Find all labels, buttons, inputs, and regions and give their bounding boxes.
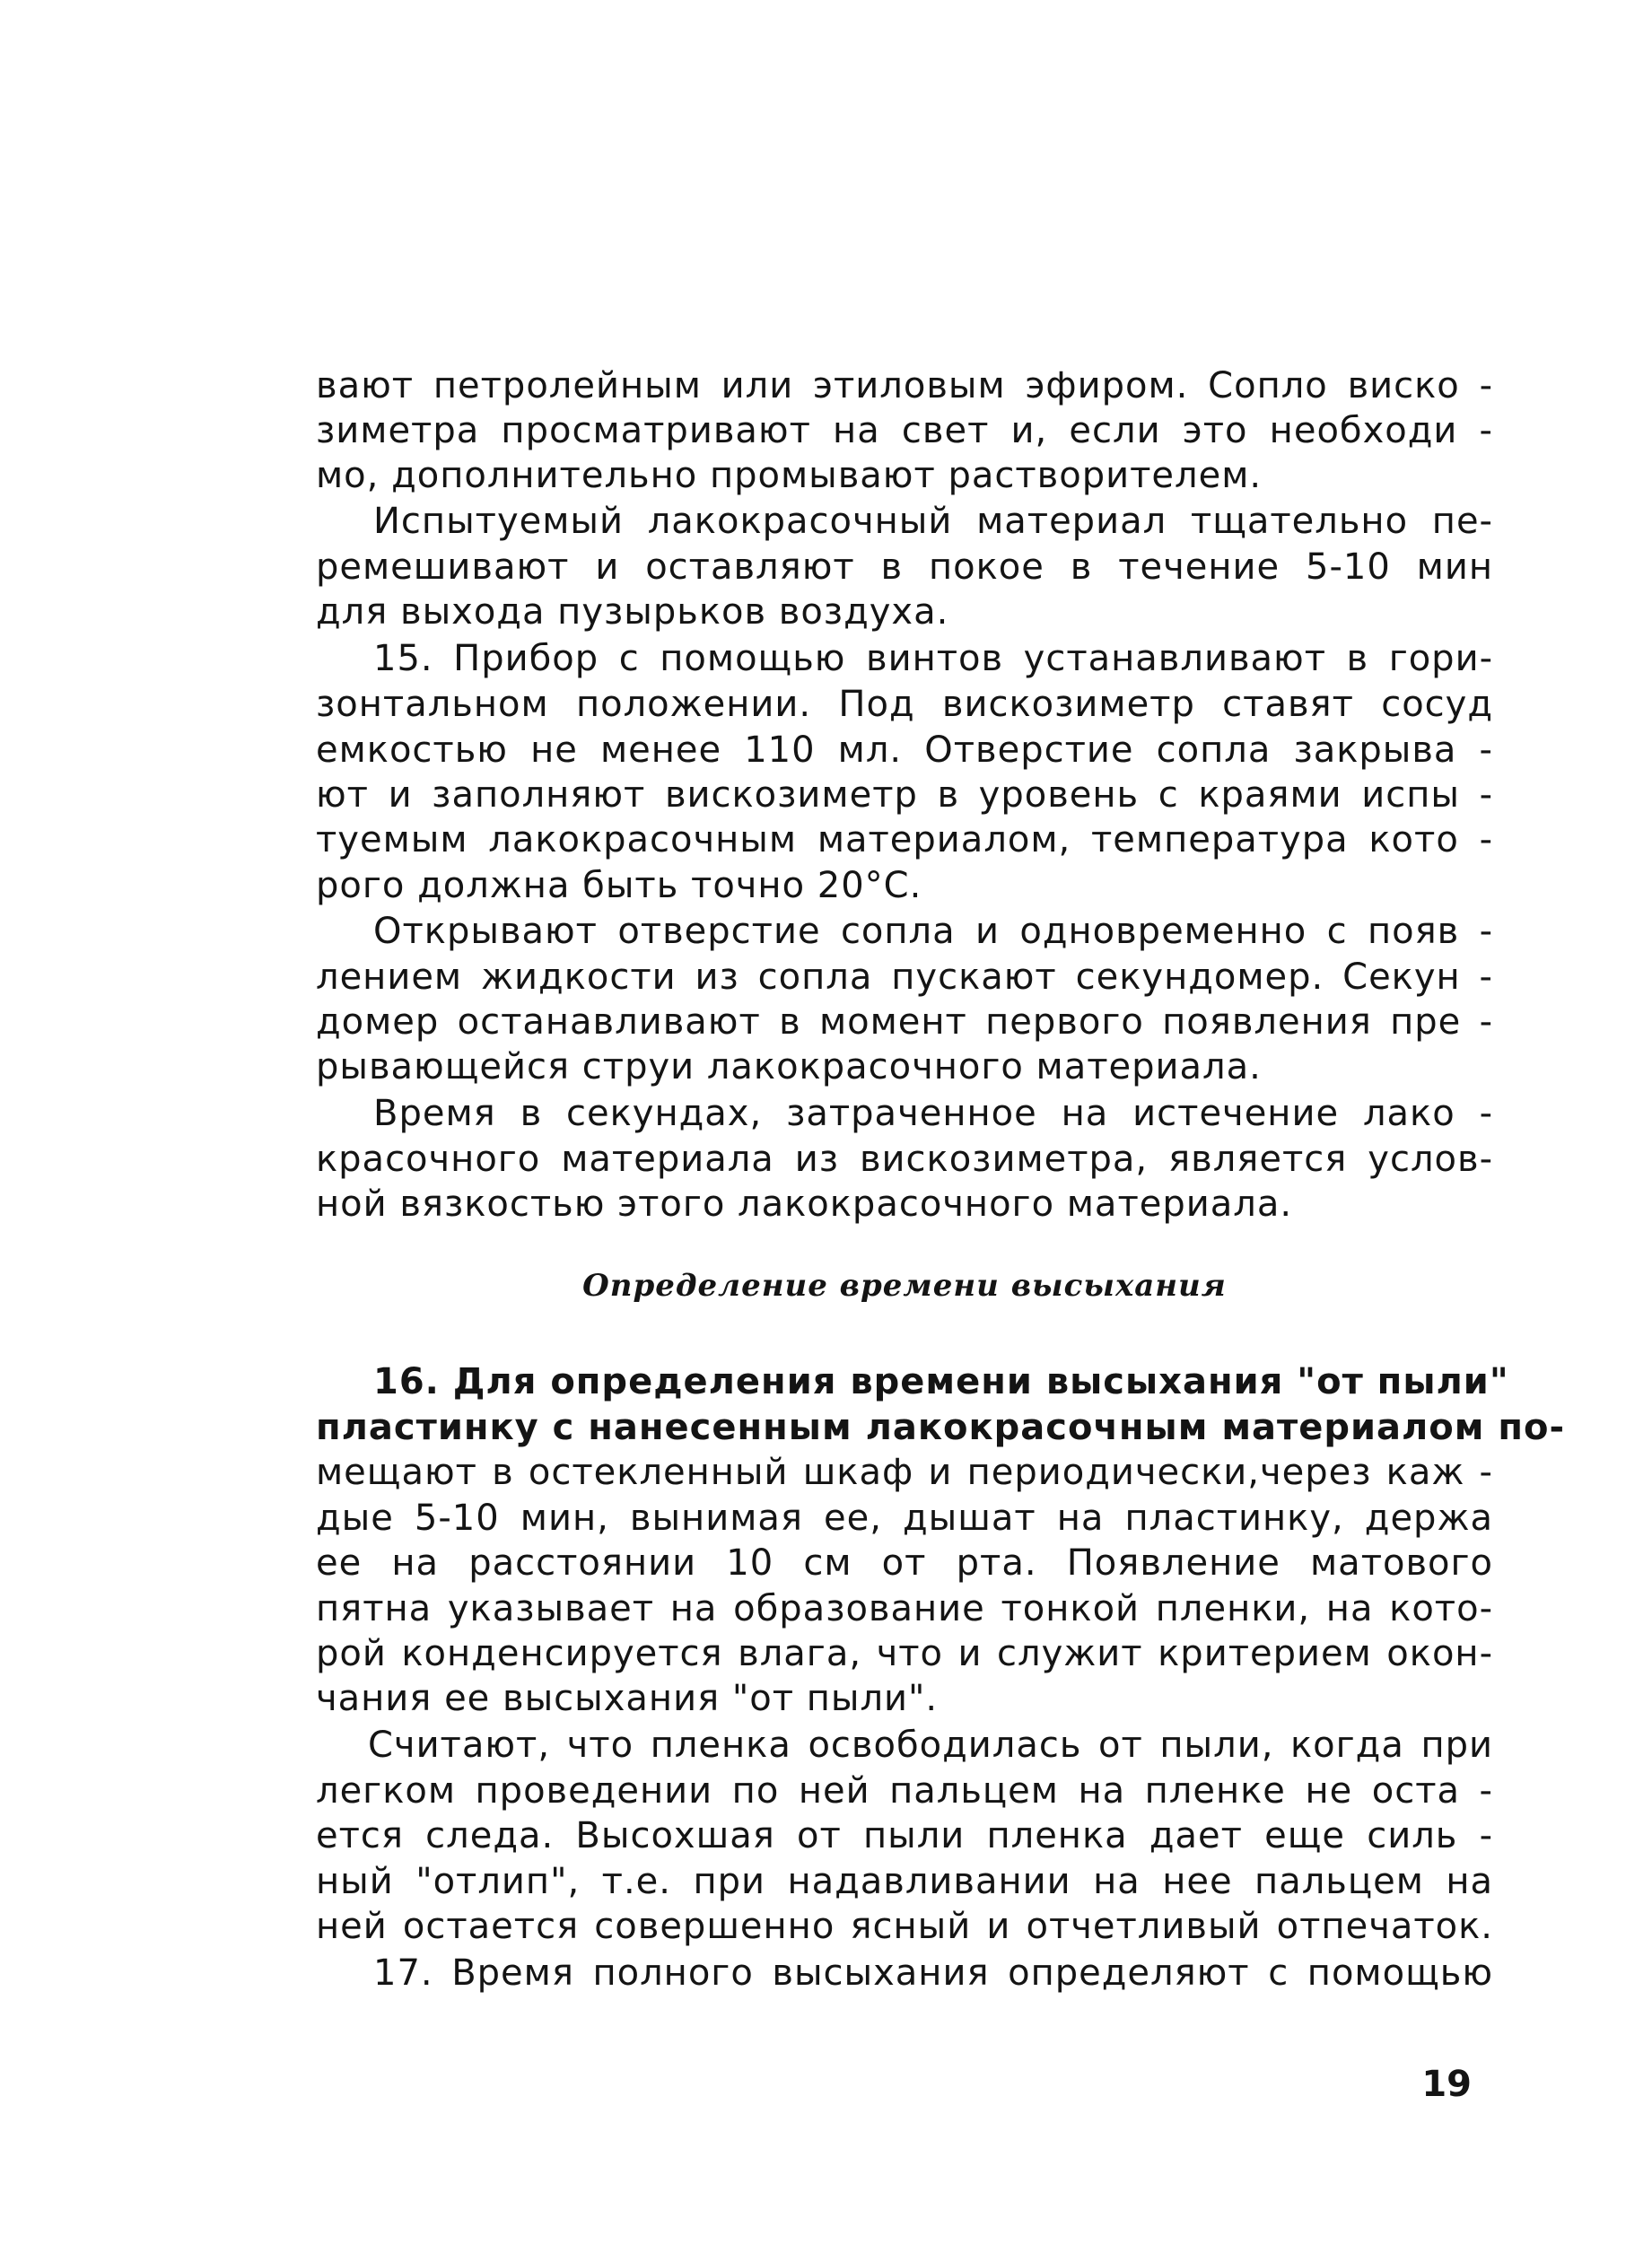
text-line: для выхода пузырьков воздуха. [316, 591, 949, 633]
text-line: легком проведении по ней пальцем на пленке не оста - [316, 1770, 1493, 1812]
text-line: ный "отлип", т.е. при надавливании на нее пальцем на [316, 1861, 1493, 1902]
text-line: ется следа. Высохшая от пыли пленка дает еще силь - [316, 1815, 1493, 1856]
page-number: 19 [1421, 2064, 1472, 2105]
text-line: 16. Для определения времени высыхания "от пыли" [373, 1361, 1509, 1402]
text-line: домер останавливают в момент первого появления пре - [316, 1001, 1493, 1043]
text-line: Считают, что пленка освободилась от пыли, когда при [368, 1725, 1493, 1766]
text-line: туемым лакокрасочным материалом, температура кото - [316, 819, 1493, 860]
text-line: зонтальном положении. Под вискозиметр ставят сосуд [316, 684, 1493, 725]
text-line: пластинку с нанесенным лакокрасочным материалом по- [316, 1407, 1566, 1448]
text-line: мещают в остекленный шкаф и периодически,через каж - [316, 1452, 1493, 1493]
text-line: пятна указывает на образование тонкой пленки, на кото- [316, 1588, 1493, 1629]
text-line: Открывают отверстие сопла и одновременно с появ - [373, 911, 1493, 952]
text-line: рывающейся струи лакокрасочного материала. [316, 1046, 1262, 1087]
section-heading: Определение времени высыхания [582, 1268, 1227, 1304]
text-line: Испытуемый лакокрасочный материал тщательно пе- [373, 501, 1493, 542]
text-line: вают петролейным или этиловым эфиром. Сопло виско - [316, 365, 1493, 406]
text-line: ют и заполняют вискозиметр в уровень с краями испы - [316, 774, 1493, 816]
text-line: ее на расстоянии 10 см от рта. Появление матового [316, 1542, 1493, 1584]
text-line: мо, дополнительно промывают растворителем. [316, 455, 1263, 496]
text-line: лением жидкости из сопла пускают секундомер. Секун - [316, 956, 1493, 998]
text-line: зиметра просматривают на свет и, если это необходи - [316, 410, 1493, 451]
text-line: красочного материала из вискозиметра, является услов- [316, 1139, 1493, 1180]
text-line: рого должна быть точно 20°С. [316, 865, 922, 906]
text-line: Время в секундах, затраченное на истечение лако - [373, 1093, 1493, 1134]
text-line: 15. Прибор с помощью винтов устанавливают в гори- [373, 638, 1493, 679]
text-line: дые 5-10 мин, вынимая ее, дышат на пластинку, держа [316, 1498, 1493, 1539]
text-line: емкостью не менее 110 мл. Отверстие сопла закрыва - [316, 729, 1493, 771]
text-line: ней остается совершенно ясный и отчетливый отпечаток. [316, 1906, 1493, 1947]
text-line: 17. Время полного высыхания определяют с помощью [373, 1952, 1493, 1994]
text-line: ремешивают и оставляют в покое в течение 5-10 мин [316, 546, 1493, 588]
text-line: чания ее высыхания "от пыли". [316, 1678, 939, 1719]
text-line: рой конденсируется влага, что и служит критерием окон- [316, 1633, 1493, 1674]
text-line: ной вязкостью этого лакокрасочного материала. [316, 1183, 1293, 1225]
